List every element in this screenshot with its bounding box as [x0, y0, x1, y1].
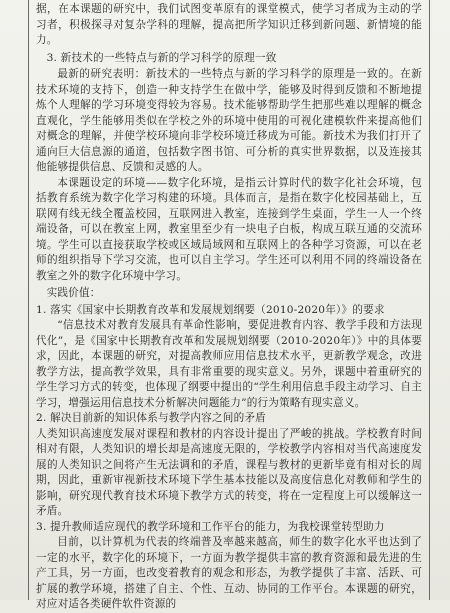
item-2-body: 人类知识高速度发展对课程和教材的内容设计提出了严峻的挑战。学校教育时间相对有限，人类知识的增长却是高速度无限的，学校教学内容相对当代高速度发展的人类知识之间将产生无法调和的矛盾，课程与教材的更新毕竟有相对长的周期，因此，重新审视新技术环境下学生基本技能以及高度信息化对教师和学生的影响，研究现代教育技术环境下教学方式的转变，将在一定程度上可以缓解这一矛盾。: [36, 427, 422, 517]
item-2-title: 2. 解决目前新的知识体系与教学内容之间的矛盾: [36, 412, 266, 424]
document-body: [36, 2, 422, 613]
paragraph-digital-environment: 本课题设定的环境——数字化环境，是指云计算时代的数字化社会环境，包括教育系统为数字化学习构建的环境。具体而言，是指在数字化校园基础上，互联网有线无线全覆盖校园，互联网进入教室，连接到学生桌面，学生一人一个终端设备，可以在教室上网，教室里至少有一块电子白板，构成互联互通的交流环境。学生可以直接获取学校或区域局域网和互联网上的各种学习资源，可以在老师的组织指导下学习交流，也可以自主学习。学生还可以利用不同的终端设备在教室之外的数字化环境中学习。: [36, 176, 422, 282]
item-3-body: 目前，以计算机为代表的终端普及率越来越高，师生的数字化水平也达到了一定的水平，数字化的环境下，一方面为教学提供丰富的教育资源和最先进的生产工具，另一方面，也改变着教育的观念和形态，为教学提供了丰富、活跃、可扩展的教学环境，搭建了自主、个性、互动、协同的工作平台。本课题的研究，对应对适各类硬件软件资源的: [36, 536, 422, 610]
section-heading-3: 3. 新技术的一些特点与新的学习科学的原理一致: [46, 51, 277, 64]
paragraph-intro-tail: 据，在本课题的研究中，我们试图变革原有的课堂模式，使学习者成为主动的学习者，积极探寻对复杂学科的理解，提高把所学知识迁移到新问题、新情境的能力。: [36, 3, 422, 46]
item-1-body: “信息技术对教育发展具有革命性影响，要促进教育内容、教学手段和方法现代化”，是《国家中长期教育改革和发展规划纲要（2010-2020年）》中的具体要求，因此，本课题的研究，对提高教师应用信息技术水平，更新教学观念，改进教学方法，提高教学效果，具有非常重要的现实意义。另外，课题中着重研究的学生学习方式的转变，也体现了纲要中提出的“学生利用信息手段主动学习、自主学习，增强运用信息技术分析解决问题能力”的行为策略有现实意义。: [36, 319, 422, 409]
item-1-title: 1. 落实《国家中长期教育改革和发展规划纲要（2010-2020年）》的要求: [36, 303, 385, 316]
practice-value-title: 实践价值：: [46, 287, 101, 299]
item-3-title: 3. 提升教师适应现代的教学环境和工作平台的能力，为我校课堂转型助力: [36, 520, 385, 533]
paragraph-new-tech: 最新的研究表明：新技术的一些特点与新的学习科学的原理是一致的。在新技术环境的支持下，创造一种支持学生在做中学，能够及时得到反馈和不断地提炼个人理解的学习环境变得较为容易。技术能够帮助学生把那些难以理解的概念直观化，学生能够用类似在学校之外的环境中使用的可视化建模软件来提高他们对概念的理解，并使学校环境向非学校环境迁移成为可能。新技术为我们打开了通向巨大信息源的通道，包括数字图书馆、可分析的真实世界数据，以及连接其他能够提供信息、反馈和灵感的人。: [36, 68, 422, 173]
